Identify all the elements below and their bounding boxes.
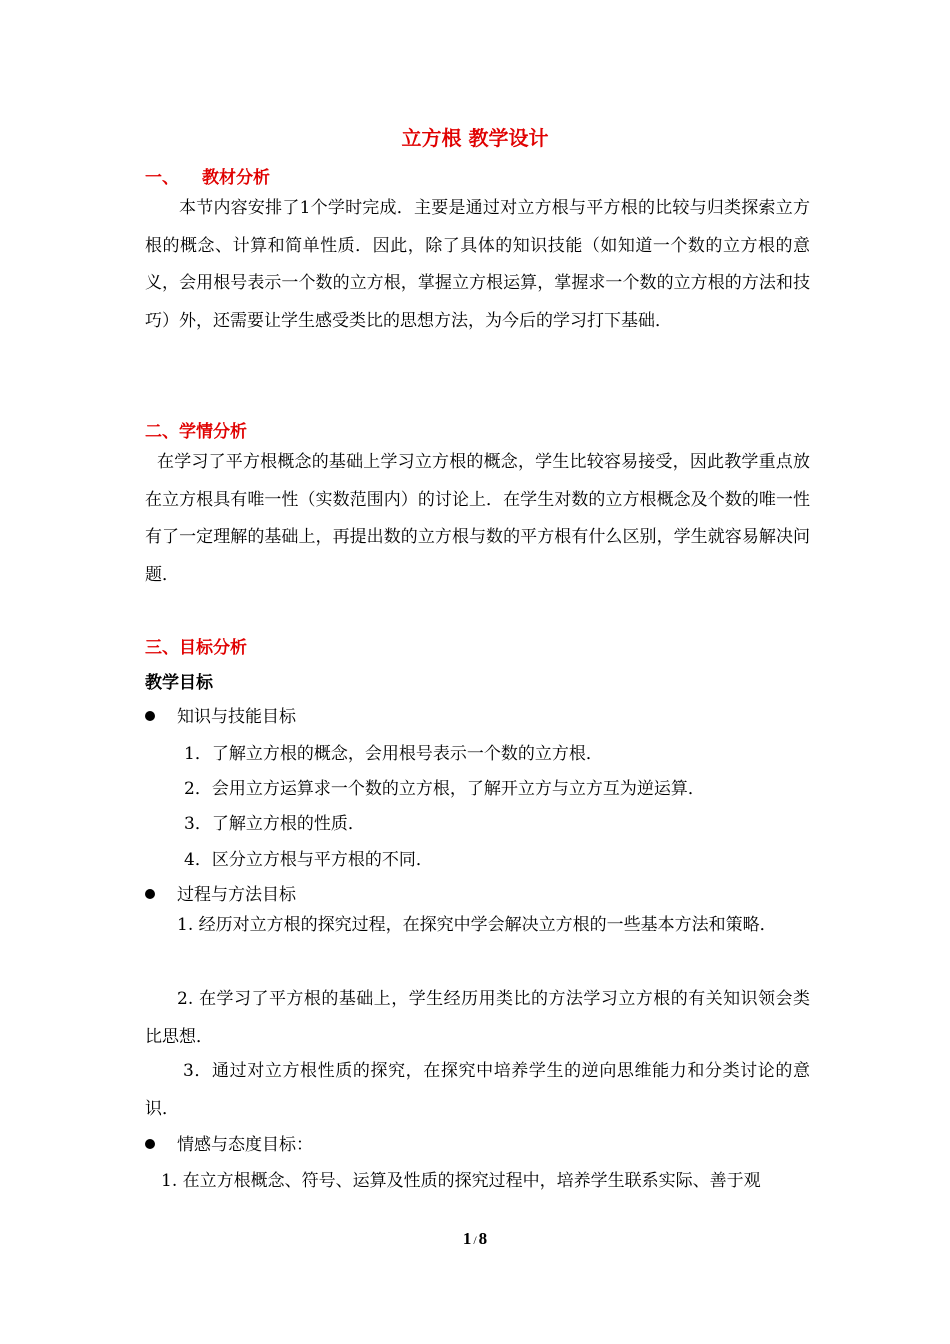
- paragraph-process-3: 3．通过对立方根性质的探究，在探究中培养学生的逆向思维能力和分类讨论的意识．: [145, 1061, 810, 1119]
- section-heading-goal-analysis: 三、目标分析: [145, 638, 247, 658]
- bullet-dot-icon: [145, 889, 155, 899]
- document-title: 立方根 教学设计: [401, 126, 549, 150]
- list-item: 3．了解立方根的性质．: [184, 814, 365, 834]
- bullet-label: 情感与态度目标：: [177, 1135, 313, 1155]
- bullet-dot-icon: [145, 1139, 155, 1149]
- section-number: 一、: [145, 168, 179, 188]
- paragraph-process-2: 2. 在学习了平方根的基础上，学生经历用类比的方法学习立方根的有关知识领会类比思想．: [145, 989, 810, 1047]
- list-item: 1. 在立方根概念、符号、运算及性质的探究过程中，培养学生联系实际、善于观: [161, 1171, 761, 1191]
- paragraph-learner-analysis: 在学习了平方根概念的基础上学习立方根的概念，学生比较容易接受，因此教学重点放在立方根具有唯一性（实数范围内）的讨论上．在学生对数的立方根概念及个数的唯一性有了一定理解的基础上，再提出数的立方根与数的平方根有什么区别，学生就容易解决问题．: [145, 452, 810, 585]
- bullet-emotion-attitude: [145, 1130, 313, 1155]
- paragraph-textbook-analysis: 本节内容安排了1个学时完成．主要是通过对立方根与平方根的比较与归类探索立方根的概念、计算和简单性质．因此，除了具体的知识技能（如知道一个数的立方根的意义，会用根号表示一个数的立方根，掌握立方根运算，掌握求一个数的立方根的方法和技巧）外，还需要让学生感受类比的思想方法，为今后的学习打下基础．: [145, 198, 810, 331]
- current-page: 1: [462, 1229, 472, 1248]
- list-item: 4．区分立方根与平方根的不同．: [184, 850, 433, 870]
- section-heading-learner-analysis: 二、学情分析: [145, 422, 247, 442]
- section-label: 教材分析: [202, 168, 270, 188]
- page-number: [0, 1229, 950, 1249]
- bullet-label: 知识与技能目标: [177, 707, 296, 727]
- list-item: 2．会用立方运算求一个数的立方根，了解开立方与立方互为逆运算．: [184, 779, 705, 799]
- bullet-label: 过程与方法目标: [177, 885, 296, 905]
- total-pages: 8: [478, 1229, 488, 1248]
- subheading-teaching-goals: 教学目标: [145, 673, 213, 693]
- bullet-dot-icon: [145, 711, 155, 721]
- page-separator: /: [473, 1233, 477, 1247]
- list-item: 1．了解立方根的概念，会用根号表示一个数的立方根．: [184, 744, 603, 764]
- bullet-process-methods: [145, 880, 296, 905]
- section-heading-textbook-analysis: [145, 163, 270, 188]
- paragraph-process-1: 1. 经历对立方根的探究过程，在探究中学会解决立方根的一些基本方法和策略．: [177, 915, 777, 935]
- bullet-knowledge-skills: [145, 702, 296, 727]
